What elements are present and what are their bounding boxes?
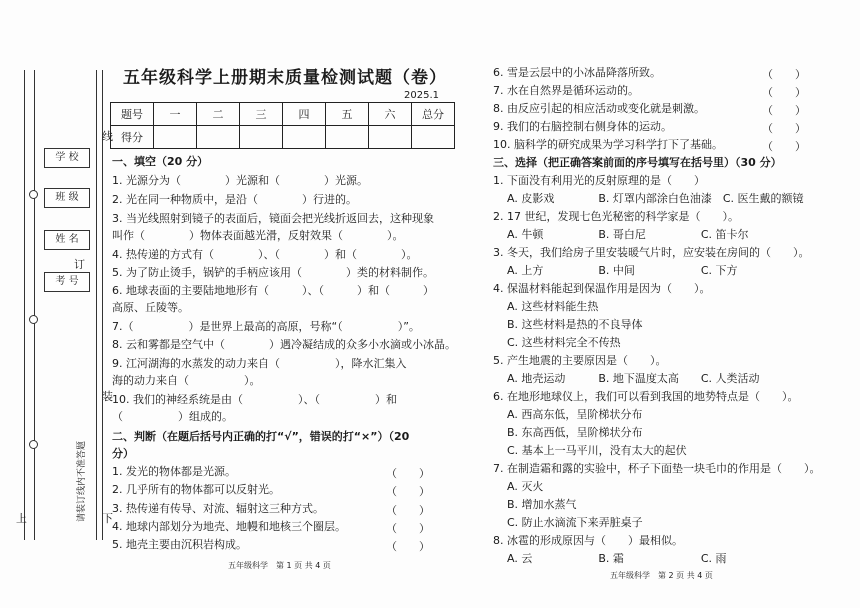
exam-number-label: 考 号	[44, 272, 90, 292]
page-footer-2: 五年级科学 第 2 页 共 4 页	[610, 571, 713, 580]
binding-hole	[29, 440, 38, 449]
judge-question: 9. 我们的右脑控制右侧身体的运动。	[493, 120, 672, 133]
exam-date: 2025.1	[404, 90, 439, 101]
score-header-cell: 五	[326, 103, 369, 126]
fill-question-cont: 叫作（ ）物体表面越光滑，反射效果（ ）。	[112, 229, 404, 242]
choice-question: 4. 保温材料能起到保温作用是因为（ ）。	[493, 282, 711, 295]
score-header-cell: 一	[154, 103, 197, 126]
choice-option: B. 这些材料是热的不良导体	[507, 318, 643, 331]
choice-option: C. 这些材料完全不传热	[507, 336, 621, 349]
choice-option: B. 增加水蒸气	[507, 498, 577, 511]
binding-hole	[29, 315, 38, 324]
school-label: 学 校	[44, 148, 90, 168]
choice-options: A. 皮影戏 B. 灯罩内部涂白色油漆 C. 医生戴的额镜	[507, 192, 804, 205]
fill-question: 8. 云和雾都是空气中（ ）遇冷凝结成的众多小水滴或小冰晶。	[112, 338, 456, 351]
score-cell[interactable]	[412, 126, 455, 149]
choice-question: 8. 冰雹的形成原因与（ ）最相似。	[493, 534, 683, 547]
answer-paren[interactable]: （ ）	[762, 104, 806, 117]
choice-question: 6. 在地形地球仪上，我们可以看到我国的地势特点是（ ）。	[493, 390, 799, 403]
binding-install-char: 装	[102, 390, 113, 403]
fill-question: 9. 江河湖海的水蒸发的动力来自（ ），降水汇集入	[112, 357, 407, 370]
judge-question: 8. 由反应引起的相应活动或变化就是刺激。	[493, 102, 705, 115]
choice-options: A. 牛顿 B. 哥白尼 C. 笛卡尔	[507, 228, 749, 241]
choice-question: 1. 下面没有利用光的反射原理的是（ ）	[493, 174, 705, 187]
fill-question: 4. 热传递的方式有（ ）、（ ）和（ ）。	[112, 248, 418, 261]
choice-option: A. 这些材料能生热	[507, 300, 599, 313]
judge-question: 7. 水在自然界是循环运动的。	[493, 84, 639, 97]
binding-line	[96, 70, 97, 540]
fill-question: 2. 光在同一种物质中，是沿（ ）行进的。	[112, 193, 357, 206]
choice-option: C. 基本上一马平川，没有太大的起伏	[507, 444, 687, 457]
fill-question: 6. 地球表面的主要陆地地形有（ ）、（ ）和（ ）	[112, 284, 434, 297]
score-header-row	[111, 103, 455, 126]
score-value-row	[111, 126, 455, 149]
binding-down-char: 下	[102, 512, 113, 525]
fill-question-cont: （ ）组成的。	[112, 410, 233, 423]
choice-options: A. 地壳运动 B. 地下温度太高 C. 人类活动	[507, 372, 760, 385]
score-cell[interactable]	[154, 126, 197, 149]
answer-paren[interactable]: （ ）	[762, 122, 806, 135]
class-label: 班 级	[44, 188, 90, 208]
fill-question: 7.（ ）是世界上最高的高原，号称“（ ）”。	[112, 320, 420, 333]
binding-order-char: 订	[74, 258, 85, 271]
score-table	[110, 102, 455, 149]
choice-question: 7. 在制造霜和露的实验中，杯子下面垫一块毛巾的作用是（ ）。	[493, 462, 821, 475]
section-judge-heading-cont: 分）	[112, 447, 134, 460]
score-cell[interactable]	[240, 126, 283, 149]
fill-question: 10. 我们的神经系统是由（ ）、（ ）和	[112, 393, 397, 406]
score-cell[interactable]	[197, 126, 240, 149]
fill-question-cont: 高原、丘陵等。	[112, 301, 189, 314]
fill-question: 5. 为了防止烫手，锅铲的手柄应该用（ ）类的材料制作。	[112, 266, 434, 279]
exam-title: 五年级科学上册期末质量检测试题（卷）	[123, 68, 447, 88]
score-row-label: 得分	[111, 126, 154, 149]
answer-paren[interactable]: （ ）	[386, 485, 430, 498]
page-footer-1: 五年级科学 第 1 页 共 4 页	[228, 561, 331, 570]
choice-option: A. 西高东低，呈阶梯状分布	[507, 408, 643, 421]
judge-question: 4. 地球内部划分为地壳、地幔和地核三个圈层。	[112, 520, 346, 533]
section-choice-heading: 三、选择（把正确答案前面的序号填写在括号里）（30 分）	[493, 156, 782, 169]
section-fill-heading: 一、填空（20 分）	[112, 155, 209, 168]
answer-paren[interactable]: （ ）	[386, 522, 430, 535]
judge-question: 10. 脑科学的研究成果为学习科学打下了基础。	[493, 138, 723, 151]
choice-question: 5. 产生地震的主要原因是（ ）。	[493, 354, 667, 367]
choice-question: 2. 17 世纪，发现七色光秘密的科学家是（ ）。	[493, 210, 739, 223]
judge-question: 3. 热传递有传导、对流、辐射这三种方式。	[112, 502, 324, 515]
judge-question: 1. 发光的物体都是光源。	[112, 465, 236, 478]
answer-paren[interactable]: （ ）	[386, 467, 430, 480]
binding-margin	[16, 70, 113, 550]
judge-question: 6. 雪是云层中的小冰晶降落所致。	[493, 66, 661, 79]
binding-line	[24, 70, 25, 540]
choice-option: A. 灭火	[507, 480, 544, 493]
binding-hole	[29, 190, 38, 199]
no-answer-note: 请装订线内不准答题	[77, 440, 88, 523]
choice-options: A. 上方 B. 中间 C. 下方	[507, 264, 738, 277]
fill-question-cont: 海的动力来自（ ）。	[112, 374, 261, 387]
score-header-cell: 总分	[412, 103, 455, 126]
section-judge-heading: 二、判断（在题后括号内正确的打“√”，错误的打“×”）（20	[112, 430, 410, 443]
answer-paren[interactable]: （ ）	[762, 86, 806, 99]
score-header-cell: 三	[240, 103, 283, 126]
choice-option: B. 东高西低，呈阶梯状分布	[507, 426, 643, 439]
answer-paren[interactable]: （ ）	[386, 504, 430, 517]
fill-question: 3. 当光线照射到镜子的表面后，镜面会把光线折返回去，这种现象	[112, 212, 434, 225]
answer-paren[interactable]: （ ）	[386, 540, 430, 553]
choice-options: A. 云 B. 霜 C. 雨	[507, 552, 727, 565]
score-header-cell: 四	[283, 103, 326, 126]
judge-question: 5. 地壳主要由沉积岩构成。	[112, 538, 247, 551]
score-header-cell: 题号	[111, 103, 154, 126]
binding-line-char: 线	[102, 130, 113, 143]
binding-up-char: 上	[16, 512, 27, 525]
choice-option: C. 防止水滴流下来弄脏桌子	[507, 516, 643, 529]
answer-paren[interactable]: （ ）	[762, 68, 806, 81]
judge-question: 2. 几乎所有的物体都可以反射光。	[112, 483, 280, 496]
name-label: 姓 名	[44, 230, 90, 250]
choice-question: 3. 冬天，我们给房子里安装暖气片时，应安装在房间的（ ）。	[493, 246, 810, 259]
fill-question: 1. 光源分为（ ）光源和（ ）光源。	[112, 174, 368, 187]
score-cell[interactable]	[326, 126, 369, 149]
score-cell[interactable]	[369, 126, 412, 149]
score-cell[interactable]	[283, 126, 326, 149]
score-header-cell: 六	[369, 103, 412, 126]
answer-paren[interactable]: （ ）	[762, 140, 806, 153]
score-header-cell: 二	[197, 103, 240, 126]
binding-line	[34, 70, 35, 540]
